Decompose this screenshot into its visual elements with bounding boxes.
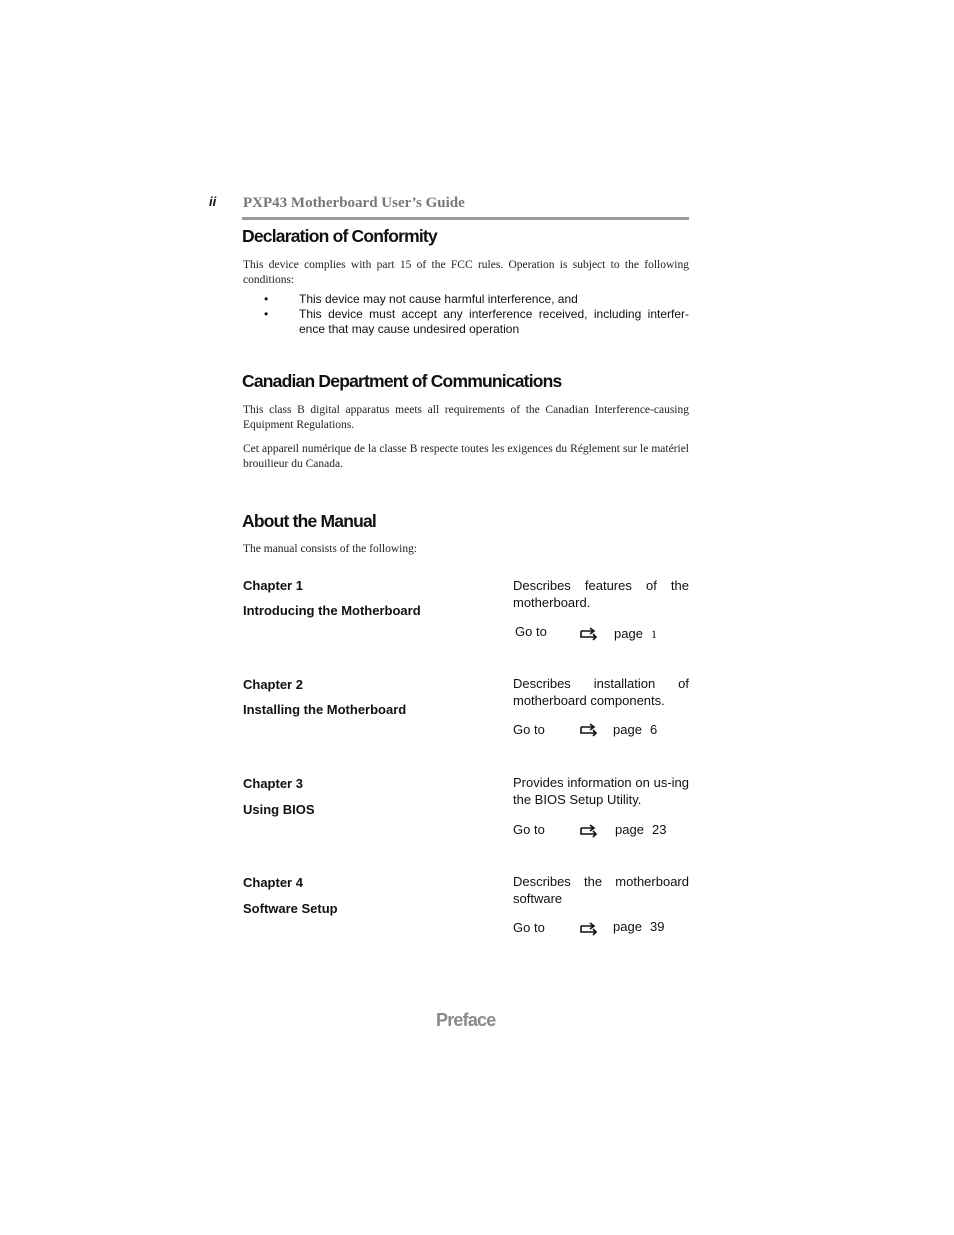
about-heading: About the Manual (242, 511, 376, 531)
right-arrow-icon (580, 723, 598, 737)
bullet-text: This device may not cause harmful interference, and (299, 292, 578, 306)
bullet-dot: • (264, 292, 269, 306)
page-label: page (613, 722, 642, 737)
running-title: PXP43 Motherboard User’s Guide (243, 195, 465, 211)
chapter-number: Chapter 3 (243, 776, 303, 791)
canadian-text-fr: Cet appareil numérique de la classe B respecte toutes les exigences du Réglement sur le matériel brouilieur du Canada. (243, 443, 689, 470)
chapter-number: Chapter 4 (243, 875, 303, 890)
right-arrow-icon (580, 922, 598, 936)
chapter-title: Software Setup (243, 901, 338, 916)
go-to-label: Go to (513, 722, 545, 737)
chapter-description: Describes features of the motherboard. (513, 578, 689, 610)
chapter-description: Describes installation of motherboard components. (513, 676, 689, 708)
chapter-number: Chapter 2 (243, 677, 303, 692)
chapter-description: Describes the motherboard software (513, 874, 689, 906)
footer-section-title: Preface (436, 1010, 496, 1030)
go-to-label: Go to (513, 920, 545, 935)
chapter-title: Using BIOS (243, 802, 315, 817)
canadian-heading: Canadian Department of Communications (242, 371, 562, 391)
page-label: page (615, 822, 644, 837)
page-label: page (613, 919, 642, 934)
canadian-text-en: This class B digital apparatus meets all requirements of the Canadian Interference-causing Equipment Regulations. (243, 404, 689, 431)
page-label: page (614, 626, 643, 641)
chapter-description: Provides information on us-ing the BIOS Setup Utility. (513, 775, 689, 807)
page-ref: 23 (652, 822, 667, 837)
declaration-heading: Declaration of Conformity (242, 226, 437, 246)
chapter-title: Installing the Motherboard (243, 702, 407, 717)
page-ref: 1 (651, 627, 657, 641)
declaration-text: This device complies with part 15 of the FCC rules. Operation is subject to the following conditions: (243, 259, 689, 286)
right-arrow-icon (580, 824, 598, 838)
right-arrow-icon (580, 627, 598, 641)
page-ref: 6 (650, 722, 658, 737)
go-to-label: Go to (513, 822, 545, 837)
bullet-text: This device must accept any interference received, including interfer-ence that may cause undesired operation (299, 307, 689, 336)
page-number: ii (209, 194, 217, 209)
go-to-label: Go to (515, 624, 547, 639)
about-intro: The manual consists of the following: (243, 543, 418, 555)
bullet-dot: • (264, 307, 269, 321)
page-ref: 39 (650, 919, 665, 934)
chapter-title: Introducing the Motherboard (243, 603, 421, 618)
header-rule (242, 217, 689, 220)
chapter-number: Chapter 1 (243, 578, 303, 593)
